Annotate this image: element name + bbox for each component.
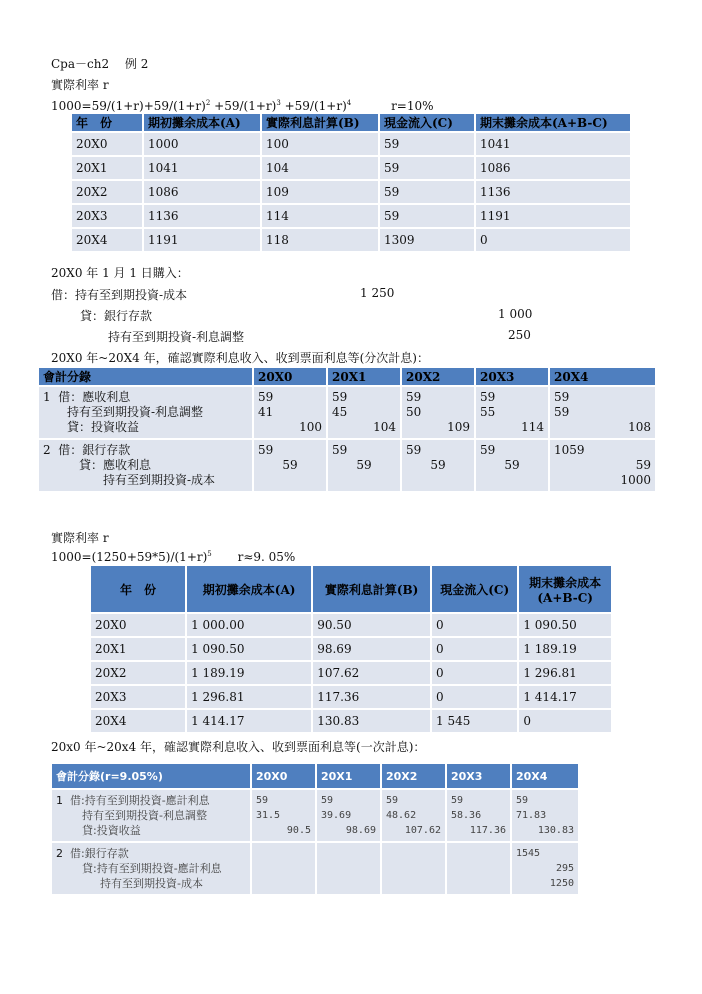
table-cell: 1 296.81: [187, 686, 311, 708]
table-row: [91, 614, 611, 636]
column-header: 實際利息計算(B): [262, 114, 378, 131]
entry-debit-label: 借：持有至到期投資-成本: [51, 288, 188, 302]
table-cell: 118: [262, 229, 378, 251]
table-row: [72, 205, 630, 227]
column-header: 期末攤余成本(A+B-C): [476, 114, 630, 131]
table-row: [39, 440, 655, 491]
entry-values: 59 58.36 117.36: [447, 790, 510, 841]
entry-values: 1545 295 1250: [512, 843, 578, 894]
column-header: 實際利息計算(B): [313, 566, 430, 612]
entry-labels: 1 借:持有至到期投資-應計利息 持有至到期投資-利息調整 貸:投資收益: [52, 790, 250, 841]
table-cell: 1136: [144, 205, 260, 227]
entry-values: 59 59: [254, 440, 326, 491]
column-header: 期末攤余成本(A+B-C): [519, 566, 611, 612]
doc-title: Cpa－ch2 例 2: [51, 57, 149, 71]
column-header: 20X1: [317, 764, 380, 788]
table-cell: 98.69: [313, 638, 430, 660]
table-header-row: [72, 114, 630, 131]
entry-labels: 2 借：銀行存款 貸：應收利息 持有至到期投資-成本: [39, 440, 252, 491]
table-cell: 1000: [144, 133, 260, 155]
table-cell: 114: [262, 205, 378, 227]
table-row: [72, 181, 630, 203]
entry-credit2-value: 250: [508, 328, 531, 342]
column-header: 20X3: [476, 368, 548, 385]
table-header-row: [91, 566, 611, 612]
table-cell: 130.83: [313, 710, 430, 732]
column-header: 20X4: [550, 368, 655, 385]
column-header: 20X2: [382, 764, 445, 788]
table-cell: 1 189.19: [187, 662, 311, 684]
table-cell: 1041: [144, 157, 260, 179]
amortization-table-2: [89, 564, 613, 734]
table-cell: 107.62: [313, 662, 430, 684]
column-header: 20X2: [402, 368, 474, 385]
table-cell: 90.50: [313, 614, 430, 636]
journal-table-1: [37, 366, 657, 493]
column-header: 20X0: [252, 764, 315, 788]
table-row: [52, 843, 578, 894]
entry-values: 59 59: [402, 440, 474, 491]
table-cell: 20X3: [91, 686, 185, 708]
table-cell: 59: [380, 133, 474, 155]
formula-rate: r≈9. 05%: [237, 550, 296, 564]
table-cell: 20X3: [72, 205, 142, 227]
table-cell: 59: [380, 205, 474, 227]
entry-date-line: 20X0 年 1 月 1 日購入：: [51, 266, 189, 280]
column-header: 20X4: [512, 764, 578, 788]
table-cell: 0: [432, 662, 517, 684]
formula-line-2: $1000=(1250+59*5)/(1+r)^5$ r≈9. 05%: [51, 550, 296, 564]
table-row: [72, 229, 630, 251]
table-cell: 20X2: [72, 181, 142, 203]
table-cell: 1041: [476, 133, 630, 155]
table-cell: 20X1: [91, 638, 185, 660]
entry-values: 59 48.62 107.62: [382, 790, 445, 841]
table-cell: 59: [380, 181, 474, 203]
column-header: 20X1: [328, 368, 400, 385]
entry-values: 1059 59 1000: [550, 440, 655, 491]
column-header: 20X3: [447, 764, 510, 788]
column-header: 會計分錄: [39, 368, 252, 385]
table-cell: 20X4: [91, 710, 185, 732]
entry-values: 59 39.69 98.69: [317, 790, 380, 841]
section-subtitle: 實際利率 r: [51, 531, 109, 545]
empty-cell: [317, 843, 380, 894]
table-cell: 117.36: [313, 686, 430, 708]
amortization-table-1: [70, 112, 632, 253]
table-cell: 104: [262, 157, 378, 179]
table-row: [39, 387, 655, 438]
table-cell: 1309: [380, 229, 474, 251]
table-cell: 100: [262, 133, 378, 155]
doc-subtitle: 實際利率 r: [51, 78, 109, 92]
column-header: 年 份: [72, 114, 142, 131]
table-cell: 1191: [144, 229, 260, 251]
entry-credit1-value: 1 000: [498, 307, 533, 321]
column-header: 現金流入(C): [380, 114, 474, 131]
table-cell: 1 414.17: [519, 686, 611, 708]
table-cell: 20X0: [72, 133, 142, 155]
entry-labels: 2 借:銀行存款 貸:持有至到期投資-應計利息 持有至到期投資-成本: [52, 843, 250, 894]
entry-values: 59 55 114: [476, 387, 548, 438]
table-cell: 0: [432, 686, 517, 708]
table-row: [72, 133, 630, 155]
entry-values: 59 59 108: [550, 387, 655, 438]
table-cell: 1 000.00: [187, 614, 311, 636]
column-header: 年 份: [91, 566, 185, 612]
entry-credit2-label: 持有至到期投資-利息調整: [108, 330, 245, 344]
column-header: 期初攤余成本(A): [144, 114, 260, 131]
entry-values: 59 71.83 130.83: [512, 790, 578, 841]
table-header-row: [39, 368, 655, 385]
table-cell: 0: [476, 229, 630, 251]
table-cell: 59: [380, 157, 474, 179]
table-cell: 1086: [144, 181, 260, 203]
column-header: 20X0: [254, 368, 326, 385]
formula-text: 1000=(1250+59*5)/(1+r): [51, 550, 208, 564]
table-cell: 1 545: [432, 710, 517, 732]
table-cell: 0: [519, 710, 611, 732]
table-row: [91, 638, 611, 660]
entry-values: 59 50 109: [402, 387, 474, 438]
formula-rate: r=10%: [391, 99, 434, 113]
formula-text: 1000=59/(1+r)+59/(1+r): [51, 99, 206, 113]
table-header-row: [52, 764, 578, 788]
table-cell: 0: [432, 614, 517, 636]
empty-cell: [252, 843, 315, 894]
table-cell: 109: [262, 181, 378, 203]
formula-line: $1000=59/(1+r)+59/(1+r)^2 +59/(1+r)^3 +59/(1+r)^4$ r=10%: [51, 99, 434, 113]
entry-debit-value: 1 250: [360, 286, 395, 300]
section-heading: 20X0 年~20X4 年，確認實際利息收入、收到票面利息等(分次計息)：: [51, 351, 429, 365]
table-cell: 1 090.50: [187, 638, 311, 660]
table-cell: 1 189.19: [519, 638, 611, 660]
table-cell: 1086: [476, 157, 630, 179]
section-heading: 20x0 年~20x4 年，確認實際利息收入、收到票面利息等(一次計息)：: [51, 740, 426, 754]
table-cell: 1 296.81: [519, 662, 611, 684]
table-row: [72, 157, 630, 179]
entry-labels: 1 借：應收利息 持有至到期投資-利息調整 貸：投資收益: [39, 387, 252, 438]
table-cell: 1 414.17: [187, 710, 311, 732]
table-cell: 1191: [476, 205, 630, 227]
column-header: 期初攤余成本(A): [187, 566, 311, 612]
entry-credit1-label: 貸：銀行存款: [80, 309, 153, 323]
table-row: [52, 790, 578, 841]
column-header: 現金流入(C): [432, 566, 517, 612]
empty-cell: [447, 843, 510, 894]
empty-cell: [382, 843, 445, 894]
table-cell: 1 090.50: [519, 614, 611, 636]
entry-values: 59 31.5 90.5: [252, 790, 315, 841]
table-cell: 20X1: [72, 157, 142, 179]
entry-values: 59 45 104: [328, 387, 400, 438]
entry-values: 59 41 100: [254, 387, 326, 438]
table-cell: 20X2: [91, 662, 185, 684]
table-cell: 0: [432, 638, 517, 660]
journal-table-2: [50, 762, 580, 896]
column-header: 會計分錄(r=9.05%): [52, 764, 250, 788]
entry-values: 59 59: [476, 440, 548, 491]
entry-values: 59 59: [328, 440, 400, 491]
table-row: [91, 662, 611, 684]
table-cell: 20X0: [91, 614, 185, 636]
table-cell: 1136: [476, 181, 630, 203]
table-row: [91, 710, 611, 732]
table-row: [91, 686, 611, 708]
table-cell: 20X4: [72, 229, 142, 251]
